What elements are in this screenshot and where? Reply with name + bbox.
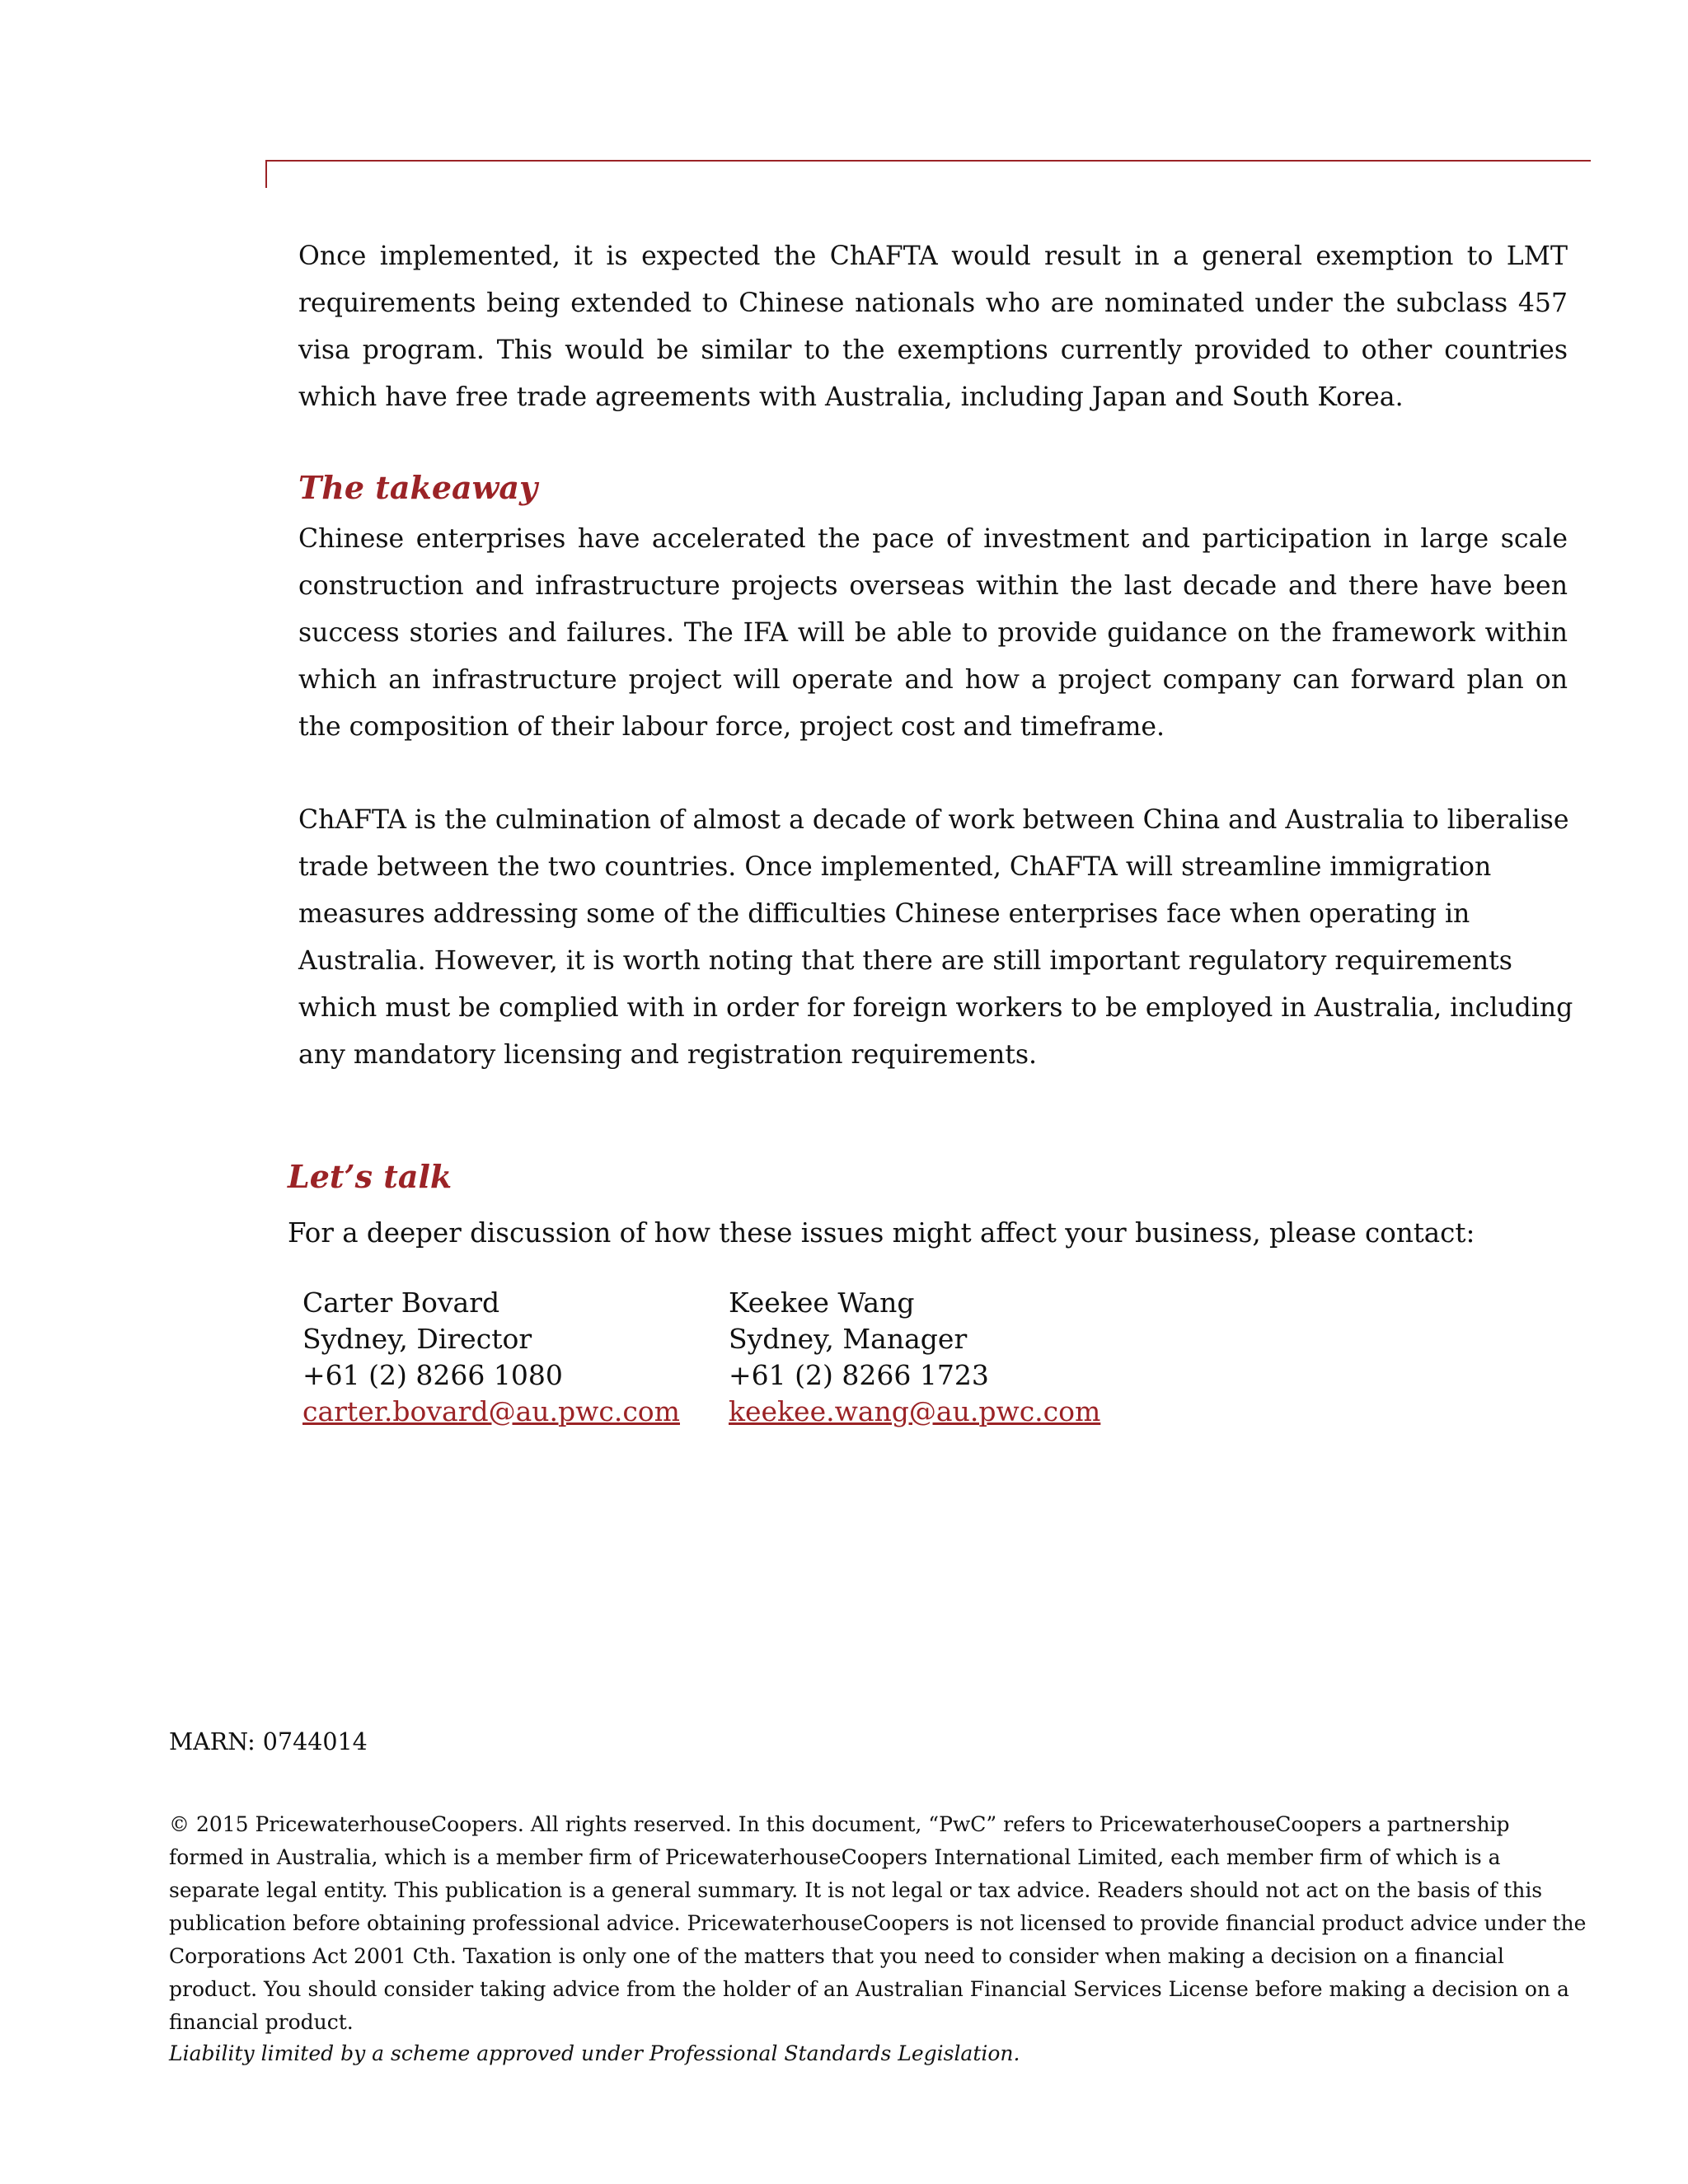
legal-disclaimer: © 2015 PricewaterhouseCoopers. All rights reserved. In this document, “PwC” refers to PricewaterhouseCoopers a partnership formed in Australia, which is a member firm of PricewaterhouseCoopers International Limited, each member firm of which is a separate legal entity. This publication is a general summary. It is not legal or tax advice. Readers should not act on the basis of this publication before obtaining professional advice. PricewaterhouseCoopers is not licensed to provide financial product advice under the Corporations Act 2001 Cth. Taxation is only one of the matters that you need to consider when making a decision on a financial product. You should consider taking advice from the holder of an Australian Financial Services License before making a decision on a financial product.: [169, 1812, 1587, 2034]
marn-number: MARN: 0744014: [169, 1728, 368, 1755]
chafta-paragraph: ChAFTA is the culmination of almost a decade of work between China and Australia to liberalise trade between the two countries. Once implemented, ChAFTA will streamline immigration measures addressing some of the difficulties Chinese enterprises face when operating in Australia. However, it is worth noting that there are still important regulatory requirements which must be complied with in order for foreign workers to be employed in Australia, including any mandatory licensing and registration requirements.: [298, 805, 1573, 1070]
chafta-section: [298, 797, 1584, 1079]
contact-name: Keekee Wang: [729, 1286, 915, 1319]
intro-section: [298, 233, 1568, 421]
lets-talk-heading: Let’s talk: [288, 1158, 452, 1195]
contact-email-link[interactable]: keekee.wang@au.pwc.com: [729, 1395, 1101, 1427]
liability-statement: Liability limited by a scheme approved under Professional Standards Legislation.: [169, 2041, 1020, 2065]
header-rule: [265, 160, 1591, 188]
takeaway-paragraph: Chinese enterprises have accelerated the pace of investment and participation in large scale construction and infrastructure projects overseas within the last decade and there have been success stories and failures. The IFA will be able to provide guidance on the framework within which an infrastructure project will operate and how a project company can forward plan on the composition of their labour force, project cost and timeframe.: [298, 524, 1568, 742]
contact-card: [302, 1285, 680, 1430]
contact-intro: For a deeper discussion of how these issues might affect your business, please contact:: [288, 1217, 1475, 1249]
contact-role: Sydney, Director: [302, 1323, 532, 1355]
intro-paragraph: Once implemented, it is expected the ChAFTA would result in a general exemption to LMT requirements being extended to Chinese nationals who are nominated under the subclass 457 visa program. This would be similar to the exemptions currently provided to other countries which have free trade agreements with Australia, including Japan and South Korea.: [298, 241, 1568, 412]
contact-name: Carter Bovard: [302, 1286, 500, 1319]
contact-card: [729, 1285, 1100, 1430]
contact-role: Sydney, Manager: [729, 1323, 968, 1355]
contact-phone: +61 (2) 8266 1080: [302, 1359, 563, 1391]
contact-email-link[interactable]: carter.bovard@au.pwc.com: [302, 1395, 680, 1427]
takeaway-heading: The takeaway: [298, 469, 538, 506]
takeaway-section: [298, 516, 1568, 751]
contact-phone: +61 (2) 8266 1723: [729, 1359, 989, 1391]
